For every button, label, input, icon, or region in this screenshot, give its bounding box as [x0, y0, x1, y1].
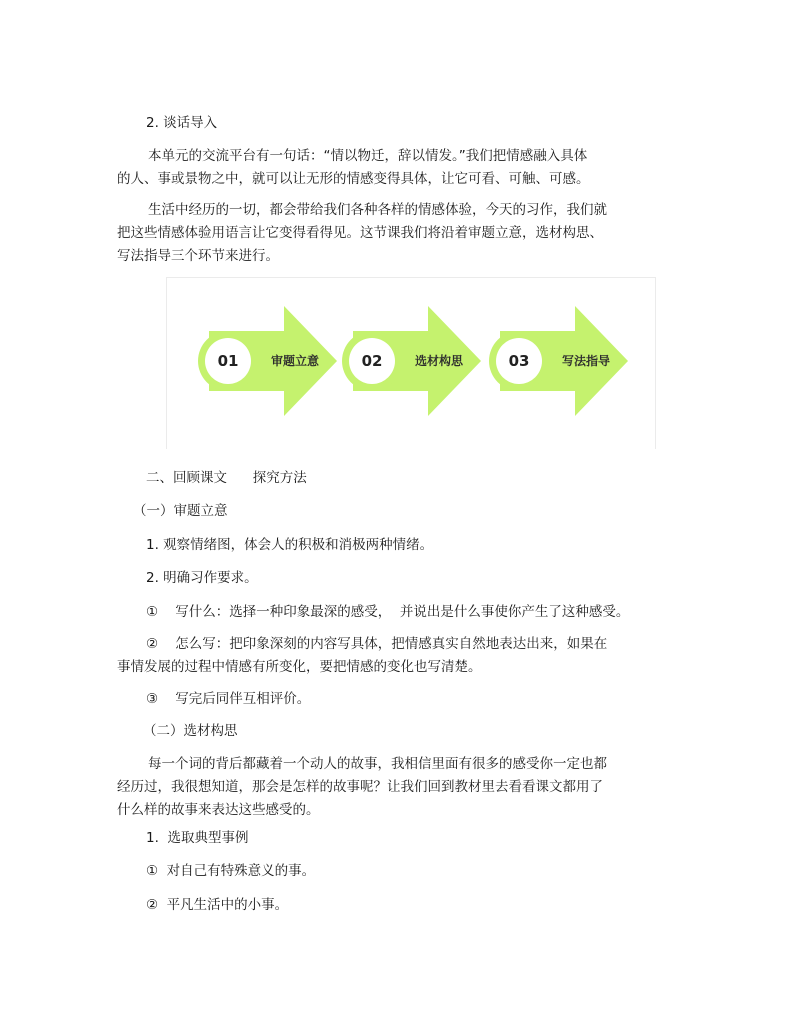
material-paragraph [117, 753, 647, 822]
requirement-point: ③ 写完后同伴互相评价。 [146, 691, 311, 707]
process-step-2 [333, 306, 483, 416]
step-label: 选材构思 [415, 354, 464, 368]
step-label: 审题立意 [271, 354, 320, 368]
section-two-heading: 二、回顾课文 探究方法 [146, 470, 307, 486]
text-line: 把这些情感体验用语言让它变得看得见。这节课我们将沿着审题立意，选材构思、 [117, 225, 603, 241]
step-label: 写法指导 [562, 354, 611, 368]
text-line: 的人、事或景物之中，就可以让无形的情感变得具体，让它可看、可触、可感。 [117, 171, 590, 187]
process-diagram [166, 277, 656, 449]
step-number: 03 [496, 338, 542, 384]
text-line: 什么样的故事来表达这些感受的。 [117, 802, 320, 818]
list-item: 1. 观察情绪图，体会人的积极和消极两种情绪。 [146, 537, 434, 553]
text-line: ② 怎么写：把印象深刻的内容写具体，把情感真实自然地表达出来，如果在 [146, 636, 608, 652]
requirement-point: ① 写什么：选择一种印象最深的感受， 并说出是什么事使你产生了这种感受。 [146, 604, 630, 620]
process-step-3 [480, 306, 630, 416]
text-line: 每一个词的背后都藏着一个动人的故事，我相信里面有很多的感受你一定也都 [148, 756, 607, 772]
subsection-heading-2: （二）选材构思 [143, 723, 238, 739]
intro-paragraph-1 [117, 145, 647, 191]
text-line: 写法指导三个环节来进行。 [117, 248, 279, 264]
text-line: 生活中经历的一切，都会带给我们各种各样的情感体验，今天的习作，我们就 [148, 202, 607, 218]
example-item: ② 平凡生活中的小事。 [146, 897, 289, 913]
process-step-1 [189, 306, 339, 416]
list-item: 1. 选取典型事例 [146, 830, 249, 846]
step-number: 02 [349, 338, 395, 384]
text-line: 事情发展的过程中情感有所变化，要把情感的变化也写清楚。 [117, 659, 482, 675]
requirement-point-2 [117, 633, 647, 679]
step-number: 01 [205, 338, 251, 384]
text-line: 本单元的交流平台有一句话：“情以物迁，辞以情发。”我们把情感融入具体 [148, 148, 588, 164]
example-item: ① 对自己有特殊意义的事。 [146, 863, 316, 879]
subsection-heading-1: （一）审题立意 [133, 503, 228, 519]
text-line: 经历过，我很想知道，那会是怎样的故事呢？让我们回到教材里去看看课文都用了 [117, 779, 603, 795]
intro-paragraph-2 [117, 199, 647, 268]
intro-heading: 2. 谈话导入 [146, 115, 218, 131]
list-item: 2. 明确习作要求。 [146, 570, 258, 586]
